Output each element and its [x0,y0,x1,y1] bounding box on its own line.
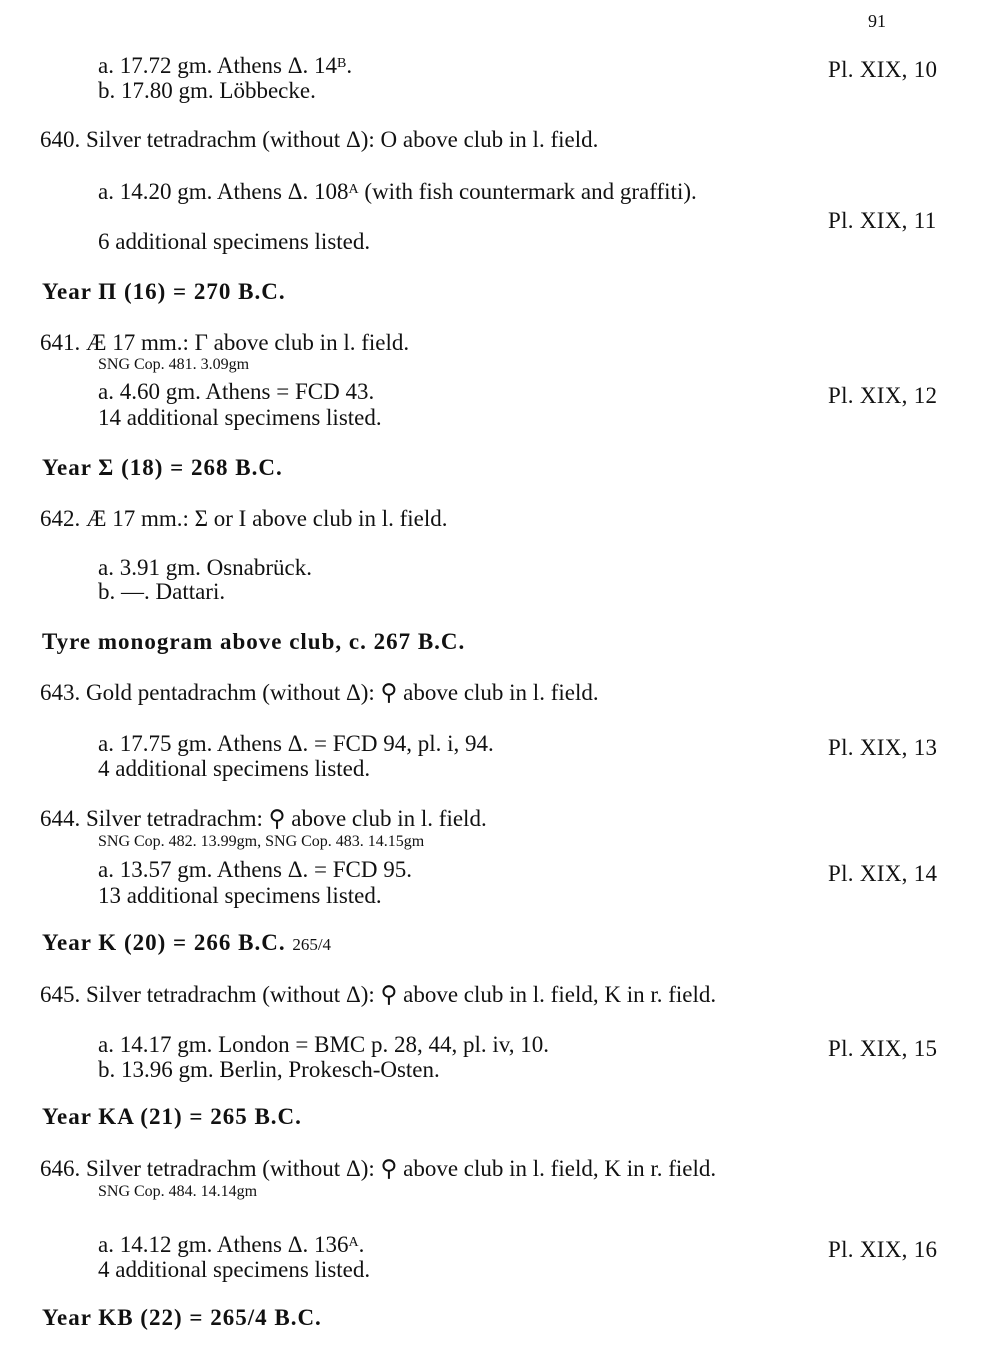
handwritten-note: SNG Cop. 481. 3.09gm [98,356,250,373]
specimen-line: a. 14.17 gm. London = BMC p. 28, 44, pl. iv, 10. [98,1032,550,1057]
section-heading: Year Π (16) = 270 B.C. [42,279,286,304]
page-number: 91 [868,11,886,31]
specimen-line: a. 17.72 gm. Athens Δ. $14^B$. [98,53,353,78]
entry-title: 641. Æ 17 mm.: Γ above club in l. field. [40,330,410,355]
specimen-line: b. 13.96 gm. Berlin, Prokesch-Osten. [98,1057,440,1082]
entry-title: 646. Silver tetradrachm (without Δ): ⚲ above club in l. field, K in r. field. [40,1156,717,1181]
specimen-line: a. 13.57 gm. Athens Δ. = FCD 95. [98,857,412,882]
specimen-count: 13 additional specimens listed. [98,883,382,908]
section-heading: Tyre monogram above club, c. 267 B.C. [42,629,466,654]
entry-title: 644. Silver tetradrachm: ⚲ above club in l. field. [40,806,487,831]
handwritten-note: 265/4 [292,935,332,954]
specimen-line: a. 17.75 gm. Athens Δ. = FCD 94, pl. i, 94. [98,731,494,756]
specimen-count: 14 additional specimens listed. [98,405,382,430]
specimen-count: 6 additional specimens listed. [98,229,371,254]
plate-reference: Pl. XIX, 13 [828,735,938,760]
section-heading: Year Σ (18) = 268 B.C. [42,455,283,480]
plate-reference: Pl. XIX, 16 [828,1237,938,1262]
section-heading: Year K (20) = 266 B.C. 265/4 [42,930,332,955]
specimen-count: 4 additional specimens listed. [98,1257,371,1282]
entry-title: 642. Æ 17 mm.: Σ or Ι above club in l. field. [40,506,448,531]
specimen-line: a. 3.91 gm. Osnabrück. [98,555,312,580]
specimen-line: b. —. Dattari. [98,579,226,604]
entry-title: 645. Silver tetradrachm (without Δ): ⚲ above club in l. field, K in r. field. [40,982,717,1007]
plate-reference: Pl. XIX, 10 [828,57,938,82]
specimen-line: a. 14.12 gm. Athens Δ. $136^A$. [98,1232,365,1257]
entry-title: 643. Gold pentadrachm (without Δ): ⚲ above club in l. field. [40,680,599,705]
handwritten-note: SNG Cop. 482. 13.99gm, SNG Cop. 483. 14.15gm [98,833,425,850]
plate-reference: Pl. XIX, 12 [828,383,938,408]
handwritten-note: SNG Cop. 484. 14.14gm [98,1183,258,1200]
specimen-line: b. 17.80 gm. Löbbecke. [98,78,316,103]
plate-reference: Pl. XIX, 14 [828,861,938,886]
entry-title: 640. Silver tetradrachm (without Δ): O above club in l. field. [40,127,599,152]
plate-reference: Pl. XIX, 11 [828,208,937,233]
section-heading: Year KA (21) = 265 B.C. [42,1104,302,1129]
specimen-line: a. 14.20 gm. Athens Δ. $108^A$ (with fish countermark and graffiti). [98,179,697,204]
specimen-line: a. 4.60 gm. Athens = FCD 43. [98,379,375,404]
section-heading: Year KB (22) = 265/4 B.C. [42,1305,322,1330]
plate-reference: Pl. XIX, 15 [828,1036,938,1061]
specimen-count: 4 additional specimens listed. [98,756,371,781]
